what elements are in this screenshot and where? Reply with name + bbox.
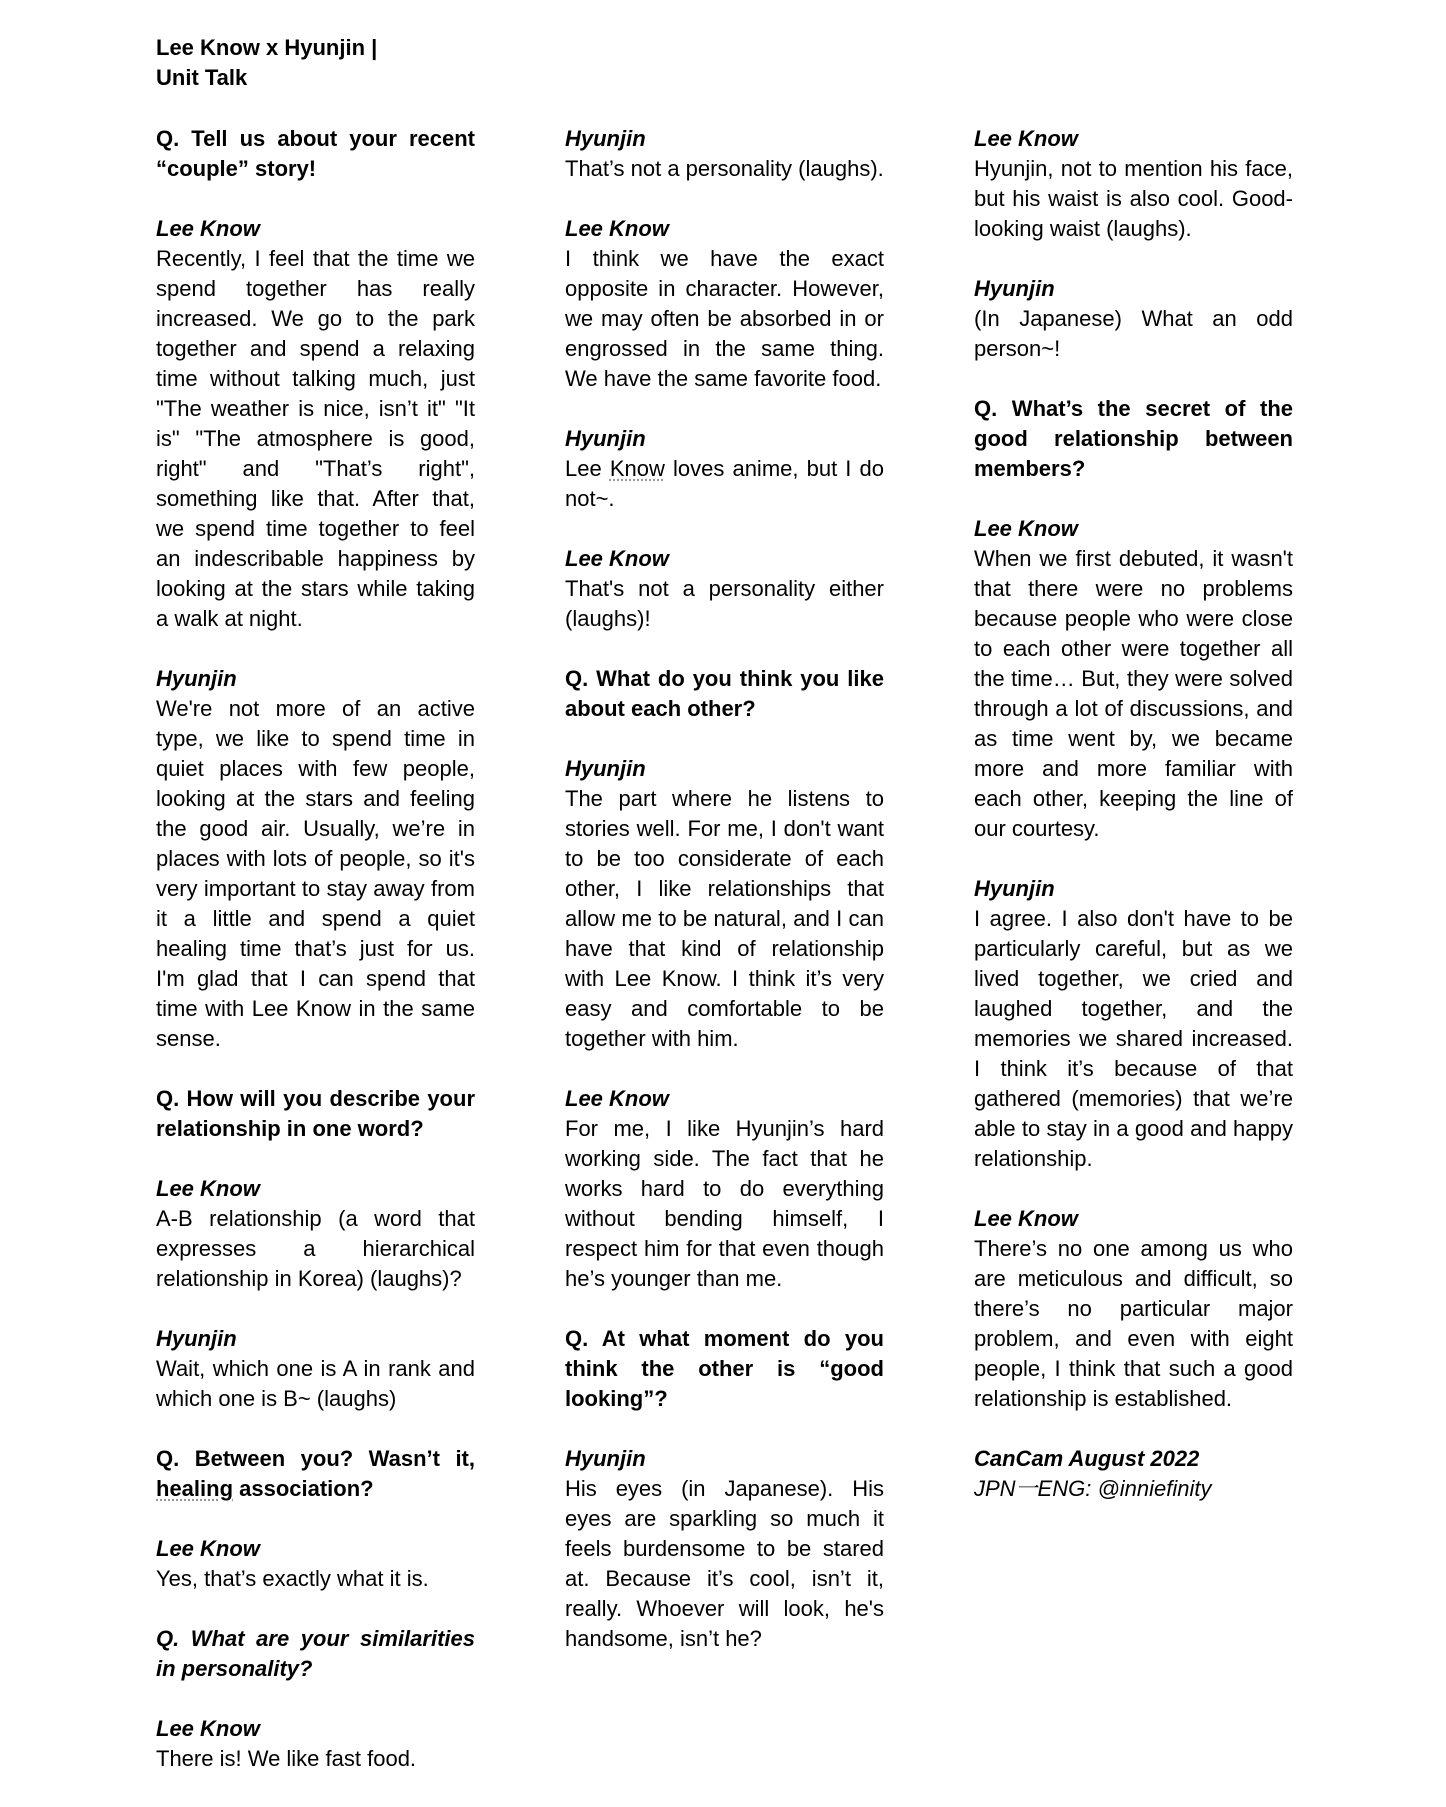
dialogue-block [565,214,884,394]
answer-text [565,454,884,514]
speaker-name: Hyunjin [565,756,646,781]
speaker-name: Lee Know [156,1176,260,1201]
speaker-name: Lee Know [565,546,669,571]
answer-text: For me, I like Hyunjin’s hard working side. The fact that he works hard to do everything without bending himself, I respect him for that even though he’s younger than me. [565,1116,884,1291]
underlined-word: healing [156,1476,234,1501]
question-block [156,1084,475,1144]
answer-text: There is! We like fast food. [156,1746,417,1771]
speaker-name: Lee Know [156,1716,260,1741]
speaker-name: Lee Know [974,1206,1078,1231]
dialogue-block [156,1534,475,1594]
speaker-name: Hyunjin [565,1446,646,1471]
dialogue-block [974,274,1293,364]
answer-text: When we first debuted, it wasn't that there were no problems because people who were close to each other were together all the time… But, they were solved through a lot of discussions, and as time went by, we became more and more familiar with each other, keeping the line of our courtesy. [974,546,1293,841]
translator-credit: JPN一ENG: @inniefinity [974,1476,1212,1501]
dialogue-block [156,1324,475,1414]
dialogue-block [974,874,1293,1174]
answer-text: I think we have the exact opposite in character. However, we may often be absorbed in or engrossed in the same thing. We have the same favorite food. [565,246,884,391]
answer-text: (In Japanese) What an odd person~! [974,306,1293,361]
answer-text: Recently, I feel that the time we spend together has really increased. We go to the park together and spend a relaxing time without talking much, just "The weather is nice, isn’t it" "It is" "The atmosphere is good, right" and "That’s right", something like that. After that, we spend time together to feel an indescribable happiness by looking at the stars while taking a walk at night. [156,246,475,631]
column-2 [565,124,884,1654]
answer-text: We're not more of an active type, we like to spend time in quiet places with few people, looking at the stars and feeling the good air. Usually, we’re in places with lots of people, so it's very important to stay away from it a little and spend a quiet healing time that’s just for us. I'm glad that I can spend that time with Lee Know in the same sense. [156,696,475,1051]
speaker-name: Lee Know [565,1086,669,1111]
speaker-name: Lee Know [974,516,1078,541]
speaker-name: Hyunjin [565,126,646,151]
speaker-name: Lee Know [974,126,1078,151]
dialogue-block [565,424,884,514]
dialogue-block [565,754,884,1054]
question-text: Q. At what moment do you think the other is “good looking”? [565,1326,884,1411]
question-block [974,394,1293,484]
question-text: Q. How will you describe your relationship in one word? [156,1086,475,1141]
dialogue-block [974,124,1293,244]
answer-text: His eyes (in Japanese). His eyes are sparkling so much it feels burdensome to be stared at. Because it’s cool, isn’t it, really. Whoever will look, he's handsome, isn’t he? [565,1476,884,1651]
question-text: Q. What do you think you like about each other? [565,666,884,721]
text-segment: Q. Between you? Wasn’t it, [156,1446,475,1471]
answer-text: A-B relationship (a word that expresses a hierarchical relationship in Korea) (laughs)? [156,1206,475,1291]
dialogue-block [156,1174,475,1294]
speaker-name: Lee Know [156,216,260,241]
credit-block [974,1444,1293,1504]
speaker-name: Hyunjin [565,426,646,451]
question-block [156,1444,475,1504]
speaker-name: Hyunjin [156,1326,237,1351]
column-1 [156,124,475,1774]
question-block [156,1624,475,1684]
speaker-name: Hyunjin [974,876,1055,901]
dialogue-block [156,664,475,1054]
question-block [565,664,884,724]
answer-text: Wait, which one is A in rank and which one is B~ (laughs) [156,1356,475,1411]
answer-text: That’s not a personality (laughs). [565,156,884,181]
answer-text: Hyunjin, not to mention his face, but his waist is also cool. Good-looking waist (laughs). [974,156,1293,241]
answer-text: Yes, that’s exactly what it is. [156,1566,429,1591]
text-segment: loves anime, but I do not~. [565,456,884,511]
dialogue-block [565,1084,884,1294]
question-block [156,124,475,184]
question-block [565,1324,884,1414]
source-credit: CanCam August 2022 [974,1446,1200,1471]
speaker-name: Hyunjin [974,276,1055,301]
answer-text: The part where he listens to stories well. For me, I don't want to be too considerate of each other, I like relationships that allow me to be natural, and I can have that kind of relationship with Lee Know. I think it’s very easy and comfortable to be together with him. [565,786,884,1051]
speaker-name: Hyunjin [156,666,237,691]
answer-text: That's not a personality either (laughs)! [565,576,884,631]
document-title: Lee Know x Hyunjin | Unit Talk [156,35,378,90]
text-segment: association? [233,1476,374,1501]
question-text: Q. What’s the secret of the good relationship between members? [974,396,1293,481]
dialogue-block [974,514,1293,844]
dialogue-block [565,124,884,184]
underlined-word: Know [609,456,665,481]
dialogue-block [565,1444,884,1654]
text-segment: Lee [565,456,610,481]
dialogue-block [156,214,475,634]
question-text [156,1444,475,1504]
answer-text: There’s no one among us who are meticulous and difficult, so there’s no particular major problem, and even with eight people, I think that such a good relationship is established. [974,1236,1293,1411]
answer-text: I agree. I also don't have to be particularly careful, but as we lived together, we cried and laughed together, and the memories we shared increased. I think it’s because of that gathered (memories) that we’re able to stay in a good and happy relationship. [974,906,1293,1171]
question-text: Q. Tell us about your recent “couple” story! [156,126,475,181]
dialogue-block [974,1204,1293,1414]
column-3 [974,124,1293,1504]
speaker-name: Lee Know [565,216,669,241]
dialogue-block [156,1714,475,1774]
speaker-name: Lee Know [156,1536,260,1561]
question-text: Q. What are your similarities in personality? [156,1626,475,1681]
dialogue-block [565,544,884,634]
